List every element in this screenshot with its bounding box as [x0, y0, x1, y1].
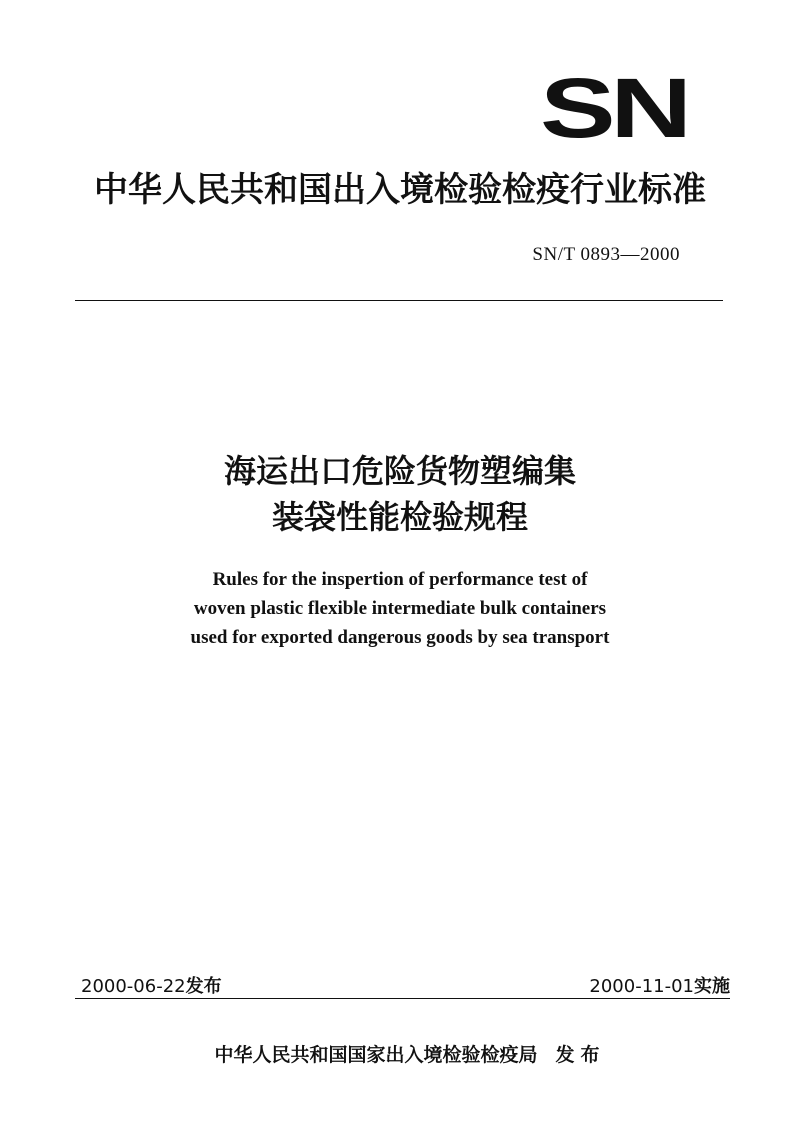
english-title-line-1: Rules for the inspertion of performance test of	[212, 569, 588, 590]
standard-number: SN/T 0893—2000	[532, 244, 680, 265]
english-title-line-3: used for exported dangerous goods by sea transport	[190, 626, 610, 648]
english-title-line-2: woven plastic flexible intermediate bulk containers	[193, 597, 607, 619]
implementation-date: 2000-11-01	[589, 976, 694, 997]
implementation-label: 实施	[694, 976, 730, 997]
implementation-date-group	[589, 972, 730, 998]
issue-label: 发布	[185, 976, 222, 997]
publisher-line	[150, 1040, 670, 1067]
footer-divider	[75, 998, 730, 999]
issue-date-group	[81, 972, 222, 998]
english-title	[80, 566, 720, 653]
issue-date: 2000-06-22	[81, 976, 186, 997]
publisher-name: 中华人民共和国国家出入境检验检疫局	[214, 1044, 538, 1066]
header-divider	[75, 300, 723, 301]
chinese-title-line-1: 海运出口危险货物塑编集	[223, 452, 576, 490]
publish-action: 发布	[555, 1044, 606, 1066]
dates-row	[75, 972, 730, 998]
chinese-title-line-2: 装袋性能检验规程	[271, 498, 528, 537]
issuing-authority-heading: 中华人民共和国出入境检验检疫行业标准	[94, 170, 706, 210]
sn-logo: SN	[540, 61, 687, 155]
chinese-title	[100, 448, 700, 541]
